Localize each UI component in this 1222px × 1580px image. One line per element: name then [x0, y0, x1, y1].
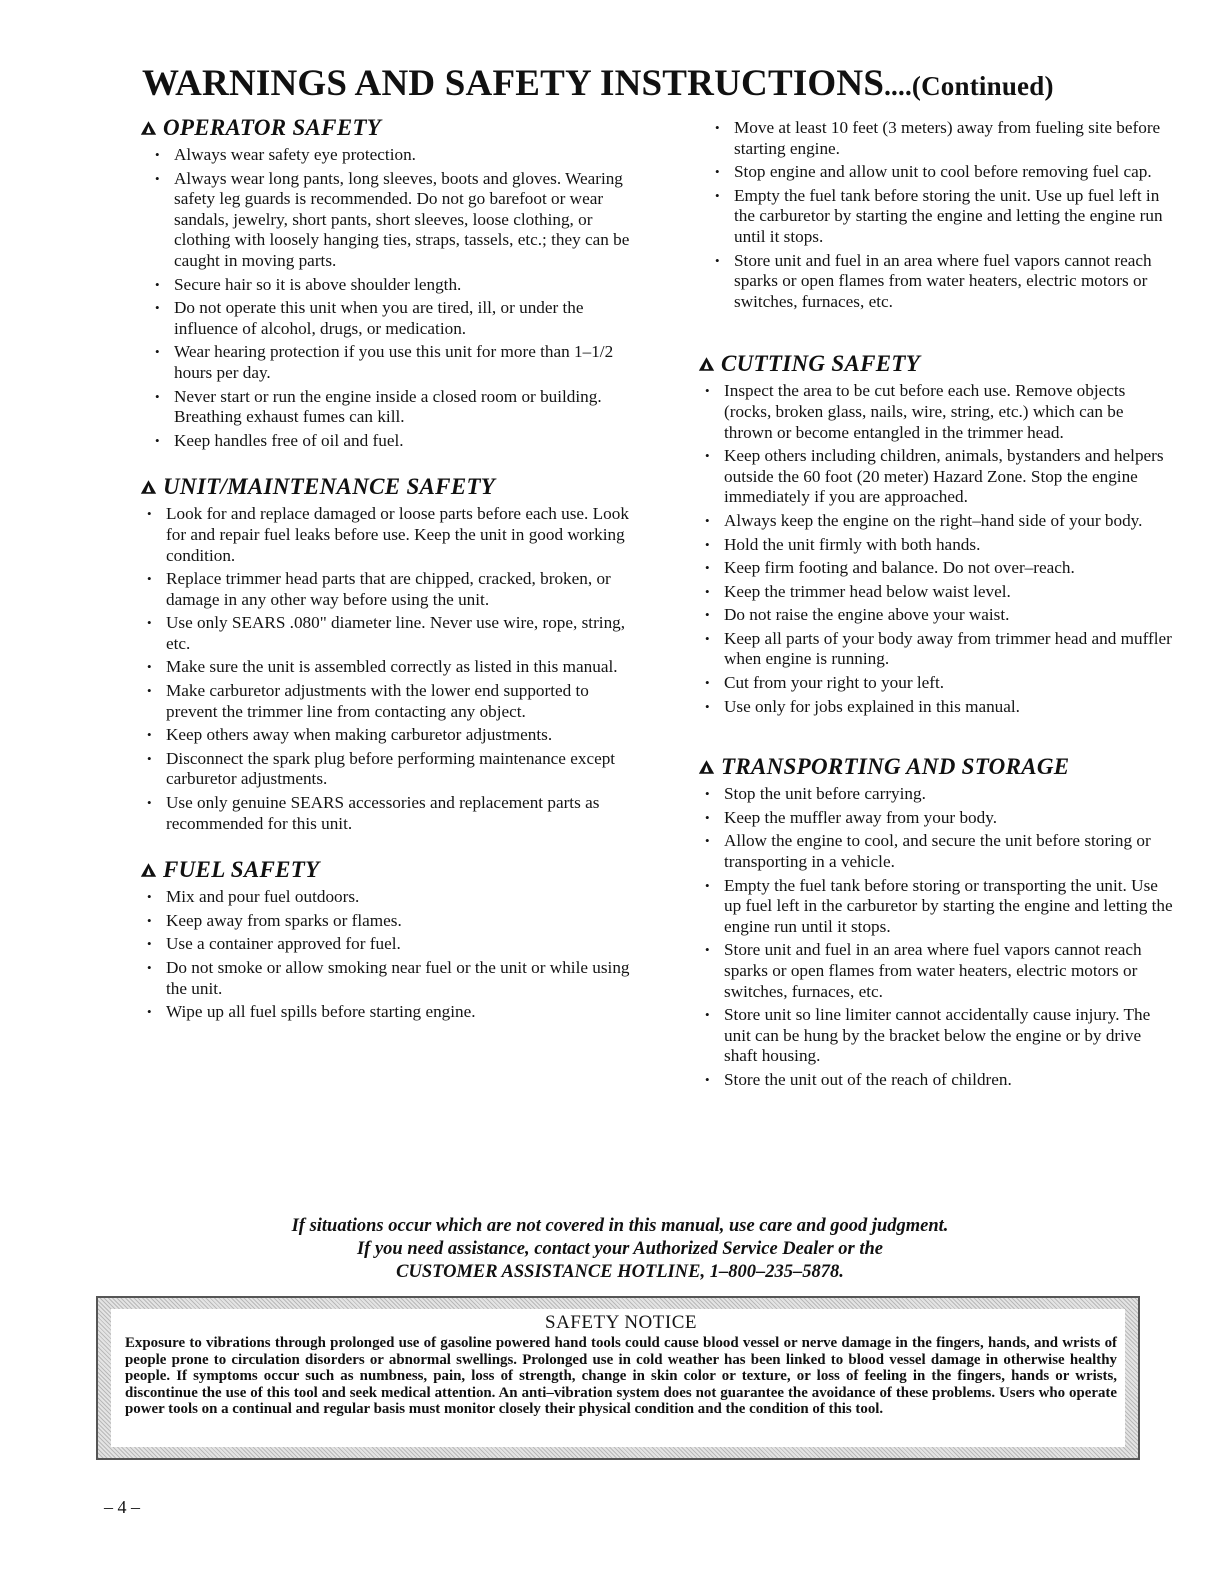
section-heading [140, 857, 640, 883]
section-heading [140, 115, 640, 141]
list-item: • Keep handles free of oil and fuel. [148, 431, 640, 452]
section-heading-text: OPERATOR SAFETY [163, 115, 382, 140]
list-item: • Look for and replace damaged or loose parts before each use. Look for and repair fuel leaks before use. Keep the unit in good working condition. [140, 504, 640, 566]
safety-notice-text: Exposure to vibrations through prolonged use of gasoline powered hand tools could cause blood vessel or nerve damage in the fingers, hands, and wrists of people prone to circulation disorders or abnormal swellings. Prolonged use in cold weather has been linked to blood vessel damage in otherwise healthy people. If symptoms occur such as numbness, pain, loss of strength, change in skin color or texture, or loss of feeling in the fingers, hands or wrists, discontinue the use of this tool and seek medical attention. An anti–vibration system does not guarantee the avoidance of these problems. Users who operate power tools on a continual and regular basis must monitor closely their physical condition and the condition of this tool. [125, 1335, 1117, 1418]
list-item: • Always keep the engine on the right–hand side of your body. [698, 511, 1173, 532]
list-item: • Do not operate this unit when you are tired, ill, or under the influence of alcohol, drugs, or medication. [148, 298, 640, 339]
left-column [140, 115, 640, 1026]
warning-triangle-icon [140, 862, 157, 878]
list-item: • Replace trimmer head parts that are chipped, cracked, broken, or damage in any other way before using the unit. [140, 569, 640, 610]
list-item: • Keep the trimmer head below waist level. [698, 582, 1173, 603]
footnote-line: CUSTOMER ASSISTANCE HOTLINE, 1–800–235–5878. [396, 1262, 844, 1282]
list-item: • Cut from your right to your left. [698, 673, 1173, 694]
list-item: • Inspect the area to be cut before each use. Remove objects (rocks, broken glass, nails, wire, string, etc.) which can be thrown or become entangled in the trimmer head. [698, 381, 1173, 443]
page-title-continued: ....(Continued) [884, 71, 1054, 101]
bullet-list [140, 504, 640, 834]
page-title-main: WARNINGS AND SAFETY INSTRUCTIONS [142, 63, 885, 104]
list-item: • Use a container approved for fuel. [140, 934, 640, 955]
page-number: – 4 – [104, 1497, 140, 1517]
list-item: • Never start or run the engine inside a closed room or building. Breathing exhaust fumes can kill. [148, 387, 640, 428]
right-column [698, 118, 1173, 1094]
safety-notice-box [96, 1296, 1140, 1460]
assistance-footnote [150, 1215, 1090, 1284]
bullet-list [140, 887, 640, 1023]
list-item: • Empty the fuel tank before storing or transporting the unit. Use up fuel left in the carburetor by starting the engine and letting the engine run until it stops. [698, 876, 1173, 938]
list-item: • Use only SEARS .080" diameter line. Never use wire, rope, string, etc. [140, 613, 640, 654]
list-item: • Do not smoke or allow smoking near fuel or the unit or while using the unit. [140, 958, 640, 999]
unit-maintenance-safety-section [140, 474, 640, 834]
list-item: • Hold the unit firmly with both hands. [698, 535, 1173, 556]
warning-triangle-icon [698, 759, 715, 775]
list-item: • Secure hair so it is above shoulder length. [148, 275, 640, 296]
list-item: • Wipe up all fuel spills before starting engine. [140, 1002, 640, 1023]
footnote-line: If situations occur which are not covered in this manual, use care and good judgment. [291, 1216, 949, 1236]
list-item: • Move at least 10 feet (3 meters) away from fueling site before starting engine. [708, 118, 1173, 159]
list-item: • Empty the fuel tank before storing the unit. Use up fuel left in the carburetor by starting the engine and letting the engine run until it stops. [708, 186, 1173, 248]
footnote-line: If you need assistance, contact your Authorized Service Dealer or the [356, 1239, 884, 1259]
warning-triangle-icon [140, 120, 157, 136]
warning-triangle-icon [140, 479, 157, 495]
fuel-safety-continued-list [708, 118, 1173, 312]
bullet-list [698, 784, 1173, 1090]
section-heading-text: TRANSPORTING AND STORAGE [721, 754, 1070, 780]
safety-notice-body [111, 1309, 1125, 1447]
list-item: • Keep all parts of your body away from trimmer head and muffler when engine is running. [698, 629, 1173, 670]
operator-safety-section [140, 115, 640, 451]
list-item: • Store the unit out of the reach of children. [698, 1070, 1173, 1091]
page-title [142, 62, 1142, 105]
list-item: • Always wear long pants, long sleeves, boots and gloves. Wearing safety leg guards is recommended. Do not go barefoot or wear sandals, jewelry, short pants, short sleeves, loose clothing, or clothing with loosely hanging ties, straps, tassels, etc.; they can be caught in moving parts. [148, 169, 640, 272]
list-item: • Mix and pour fuel outdoors. [140, 887, 640, 908]
list-item: • Wear hearing protection if you use this unit for more than 1–1/2 hours per day. [148, 342, 640, 383]
bullet-list [148, 145, 640, 451]
section-heading-text: FUEL SAFETY [163, 857, 320, 883]
safety-notice-title: SAFETY NOTICE [545, 1312, 697, 1333]
section-heading [698, 351, 1173, 377]
list-item: • Keep the muffler away from your body. [698, 808, 1173, 829]
section-heading-text: UNIT/MAINTENANCE SAFETY [163, 474, 496, 500]
list-item: • Make sure the unit is assembled correctly as listed in this manual. [140, 657, 640, 678]
section-heading [140, 474, 640, 500]
list-item: • Keep firm footing and balance. Do not over–reach. [698, 558, 1173, 579]
list-item: • Use only genuine SEARS accessories and replacement parts as recommended for this unit. [140, 793, 640, 834]
cutting-safety-section [698, 351, 1173, 717]
list-item: • Keep others away when making carburetor adjustments. [140, 725, 640, 746]
list-item: • Stop engine and allow unit to cool before removing fuel cap. [708, 162, 1173, 183]
list-item: • Disconnect the spark plug before performing maintenance except carburetor adjustments. [140, 749, 640, 790]
list-item: • Store unit and fuel in an area where fuel vapors cannot reach sparks or open flames from water heaters, electric motors or switches, furnaces, etc. [708, 251, 1173, 313]
list-item: • Make carburetor adjustments with the lower end supported to prevent the trimmer line from contacting any object. [140, 681, 640, 722]
fuel-safety-section [140, 857, 640, 1023]
transporting-storage-section [698, 754, 1173, 1090]
list-item: • Keep others including children, animals, bystanders and helpers outside the 60 foot (20 meter) Hazard Zone. Stop the engine immediately if you are approached. [698, 446, 1173, 508]
list-item: • Store unit so line limiter cannot accidentally cause injury. The unit can be hung by the bracket below the engine or by drive shaft housing. [698, 1005, 1173, 1067]
section-heading [698, 754, 1173, 780]
list-item: • Allow the engine to cool, and secure the unit before storing or transporting in a vehicle. [698, 831, 1173, 872]
list-item: • Always wear safety eye protection. [148, 145, 640, 166]
warning-triangle-icon [698, 356, 715, 372]
section-heading-text: CUTTING SAFETY [721, 351, 921, 377]
list-item: • Keep away from sparks or flames. [140, 911, 640, 932]
list-item: • Use only for jobs explained in this manual. [698, 697, 1173, 718]
bullet-list [698, 381, 1173, 717]
list-item: • Store unit and fuel in an area where fuel vapors cannot reach sparks or open flames from water heaters, electric motors or switches, furnaces, etc. [698, 940, 1173, 1002]
list-item: • Stop the unit before carrying. [698, 784, 1173, 805]
list-item: • Do not raise the engine above your waist. [698, 605, 1173, 626]
